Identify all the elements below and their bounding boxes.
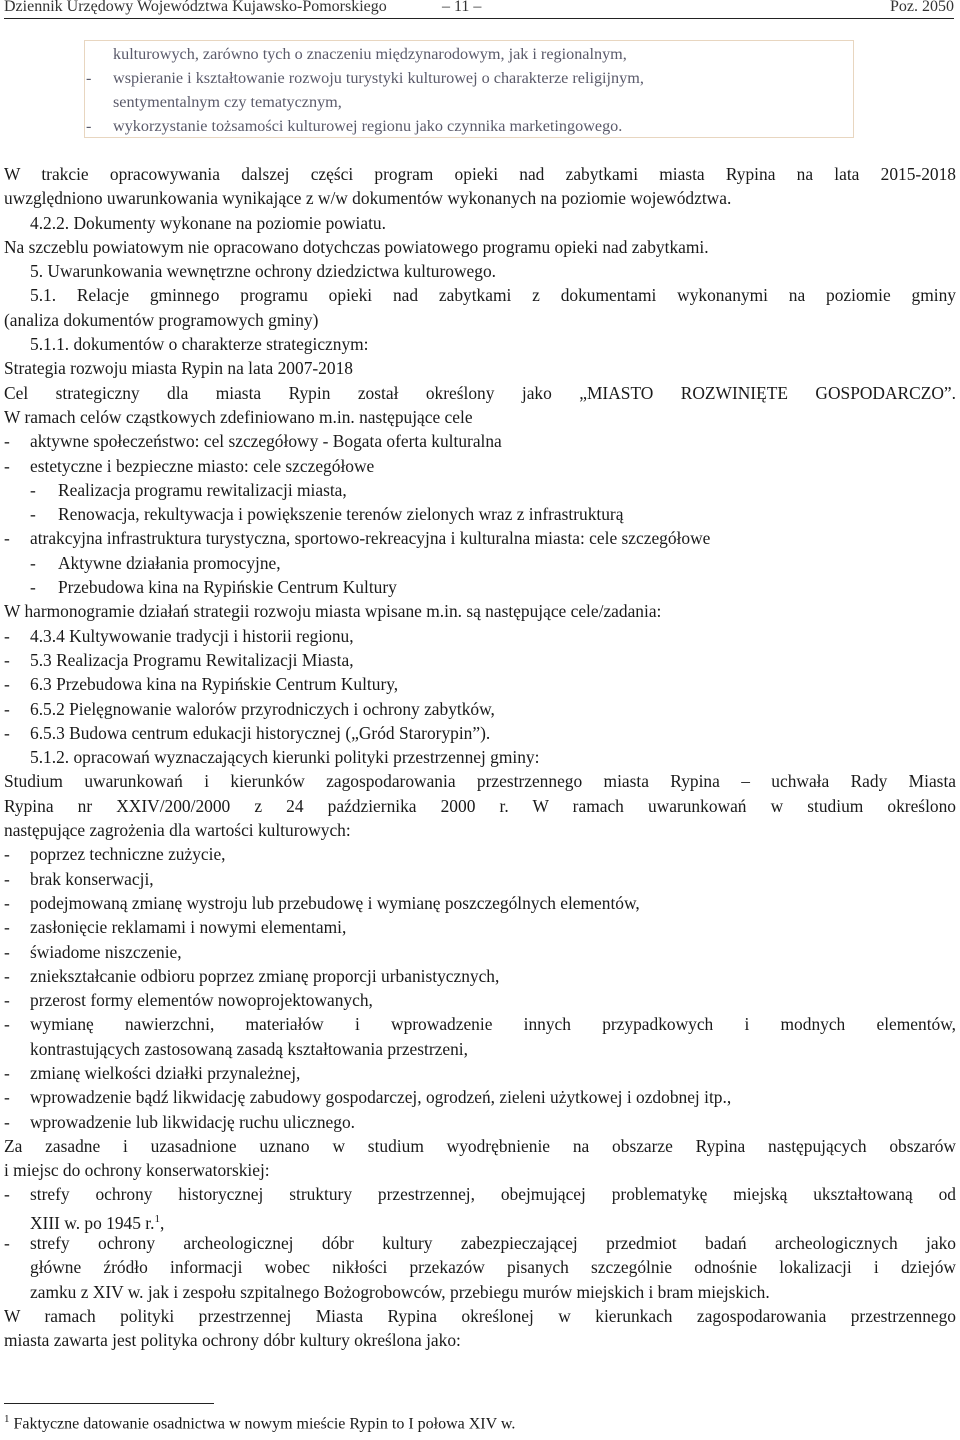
list-dash: - — [4, 625, 10, 646]
paragraph-line: W ramach polityki przestrzennej Miasta Rypina określonej w kierunkach zagospodarowania przestrzennego — [4, 1305, 956, 1326]
list-dash: - — [4, 1014, 10, 1035]
section-heading: 5.1.1. dokumentów o charakterze strategicznym: — [30, 334, 369, 355]
list-item: - brak konserwacji, — [4, 867, 956, 891]
list-dash: - — [86, 117, 92, 135]
list-dash: - — [86, 69, 92, 87]
page-number: – 11 – — [442, 0, 482, 15]
section-heading: 4.2.2. Dokumenty wykonane na poziomie powiatu. — [30, 212, 386, 233]
sub-list-item: - Realizacja programu rewitalizacji miasta, — [4, 478, 956, 502]
list-item: - 6.3 Przebudowa kina na Rypińskie Centrum Kultury, — [4, 672, 956, 696]
footnote-mark: 1 — [4, 1413, 10, 1425]
list-item: - atrakcyjna infrastruktura turystyczna, sportowo-rekreacyjna i kulturalna miasta: cele szczegółowe — [4, 526, 956, 550]
document-body — [4, 162, 956, 1353]
paragraph-line: Cel strategiczny dla miasta Rypin został określony jako „MIASTO ROZWINIĘTE GOSPODARCZO”. — [4, 382, 956, 403]
paragraph-line: miasta zawarta jest polityka ochrony dóbr kultury określona jako: — [4, 1330, 461, 1351]
section-heading: 5.1. Relacje gminnego programu opieki nad zabytkami z dokumentami wykonanymi na poziomie gminy — [30, 285, 956, 306]
list-item: - wprowadzenie bądź likwidację zabudowy gospodarczej, ogrodzeń, zieleni użytkowej i ozdobnej itp., — [4, 1085, 956, 1109]
paragraph-line: W ramach celów cząstkowych zdefiniowano m.in. następujące cele — [4, 406, 473, 427]
paragraph-line: następujące zagrożenia dla wartości kulturowych: — [4, 820, 351, 841]
list-dash: - — [4, 892, 10, 913]
list-item: - 4.3.4 Kultywowanie tradycji i historii regionu, — [4, 624, 956, 648]
list-dash: - — [4, 1087, 10, 1108]
footnote-ref[interactable]: 1 — [154, 1212, 160, 1225]
box-item: wykorzystanie tożsamości kulturowej regionu jako czynnika marketingowego. — [113, 117, 623, 135]
footnote-separator — [4, 1403, 214, 1404]
list-dash: - — [4, 990, 10, 1011]
list-item-continued: kontrastujących zastosowaną zasadą kształtowania przestrzeni, — [30, 1038, 468, 1059]
section-heading: 5. Uwarunkowania wewnętrzne ochrony dziedzictwa kulturowego. — [30, 261, 496, 282]
list-item: - zasłonięcie reklamami i nowymi elementami, — [4, 915, 956, 939]
list-item: - wymianę nawierzchni, materiałów i wprowadzenie innych przypadkowych i modnych elementów, — [4, 1012, 956, 1036]
box-item: wspieranie i kształtowanie rozwoju turystyki kulturowej o charakterze religijnym, — [113, 69, 644, 87]
paragraph-line: uwzględniono uwarunkowania wynikające z w/w dokumentów wykonanych na poziomie województwa. — [4, 188, 732, 209]
paragraph-line: W harmonogramie działań strategii rozwoju miasta wpisane m.in. są następujące cele/zadania: — [4, 601, 662, 622]
list-dash: - — [4, 941, 10, 962]
list-item: - strefy ochrony archeologicznej dóbr kultury zabezpieczającej przedmiot badań archeologicznych jako — [4, 1231, 956, 1255]
paragraph-line: i miejsc do ochrony konserwatorskiej: — [4, 1160, 270, 1181]
list-item: - świadome niszczenie, — [4, 940, 956, 964]
footnote — [4, 1413, 515, 1433]
list-item-continued: główne źródło informacji wobec nikłości przekazów pisanych szczególnie odnośnie lokalizacji i dziejów — [30, 1257, 956, 1278]
footnote-text: Faktyczne datowanie osadnictwa w nowym mieście Rypin to I połowa XIV w. — [13, 1415, 516, 1433]
paragraph-line: Strategia rozwoju miasta Rypin na lata 2007-2018 — [4, 358, 353, 379]
list-dash: - — [4, 844, 10, 865]
paragraph-line: Rypina nr XXIV/200/2000 z 24 października 2000 r. W ramach uwarunkowań w studium określono — [4, 795, 956, 816]
list-item: - 6.5.2 Pielęgnowanie walorów przyrodniczych i ochrony zabytków, — [4, 697, 956, 721]
list-dash: - — [4, 1184, 10, 1205]
list-item: - podejmowaną zmianę wystroju lub przebudowę i wymianę poszczególnych elementów, — [4, 891, 956, 915]
box-line: kulturowych, zarówno tych o znaczeniu międzynarodowym, jak i regionalnym, — [113, 45, 627, 63]
list-dash: - — [4, 965, 10, 986]
list-dash: - — [4, 674, 10, 695]
list-dash: - — [30, 504, 36, 525]
list-item: - przerost formy elementów nowoprojektowanych, — [4, 988, 956, 1012]
list-item: - estetyczne i bezpieczne miasto: cele szczegółowe — [4, 454, 956, 478]
list-dash: - — [4, 1062, 10, 1083]
list-dash: - — [4, 649, 10, 670]
list-item: - zniekształcanie odbioru poprzez zmianę proporcji urbanistycznych, — [4, 964, 956, 988]
paragraph-line: Studium uwarunkowań i kierunków zagospodarowania przestrzennego miasta Rypina – uchwała Rady Miasta — [4, 771, 956, 792]
list-item: - poprzez techniczne zużycie, — [4, 842, 956, 866]
journal-title: Dziennik Urzędowy Województwa Kujawsko-Pomorskiego — [4, 0, 387, 15]
position-number: Poz. 2050 — [890, 0, 954, 15]
quoted-box — [84, 40, 854, 138]
list-item-continued: zamku z XIV w. jak i zespołu szpitalnego Bożogrobowców, przebiegu murów miejskich i bram miejskich. — [30, 1281, 770, 1302]
box-item-continued: sentymentalnym czy tematycznym, — [113, 93, 342, 111]
sub-list-item: - Renowacja, rekultywacja i powiększenie terenów zielonych wraz z infrastrukturą — [4, 502, 956, 526]
list-item: - strefy ochrony historycznej struktury przestrzennej, obejmującej problematykę miejską ukształtowaną od — [4, 1182, 956, 1206]
list-dash: - — [4, 1111, 10, 1132]
section-heading-continued: (analiza dokumentów programowych gminy) — [4, 309, 319, 330]
paragraph-line: Za zasadne i uzasadnione uznano w studium wyodrębnienie na obszarze Rypina następujących obszarów — [4, 1135, 956, 1156]
section-heading: 5.1.2. opracowań wyznaczających kierunki polityki przestrzennej gminy: — [30, 747, 540, 768]
list-dash: - — [30, 479, 36, 500]
list-item: - zmianę wielkości działki przynależnej, — [4, 1061, 956, 1085]
list-dash: - — [4, 455, 10, 476]
list-item-continued: XIII w. po 1945 r.$^1$, — [30, 1212, 165, 1233]
list-dash: - — [4, 698, 10, 719]
list-item: - wprowadzenie lub likwidację ruchu ulicznego. — [4, 1110, 956, 1134]
list-dash: - — [4, 868, 10, 889]
list-item: - aktywne społeczeństwo: cel szczegółowy - Bogata oferta kulturalna — [4, 429, 956, 453]
list-item: - 5.3 Realizacja Programu Rewitalizacji Miasta, — [4, 648, 956, 672]
page-header — [4, 0, 954, 19]
list-dash: - — [4, 722, 10, 743]
list-item: - 6.5.3 Budowa centrum edukacji historycznej („Gród Starorypin”). — [4, 721, 956, 745]
paragraph-line: Na szczeblu powiatowym nie opracowano dotychczas powiatowego programu opieki nad zabytkami. — [4, 236, 709, 257]
list-dash: - — [4, 1233, 10, 1254]
list-dash: - — [4, 917, 10, 938]
paragraph-line: W trakcie opracowywania dalszej części program opieki nad zabytkami miasta Rypina na lata 2015-2018 — [4, 164, 956, 184]
sub-list-item: - Przebudowa kina na Rypińskie Centrum Kultury — [4, 575, 956, 599]
sub-list-item: - Aktywne działania promocyjne, — [4, 551, 956, 575]
list-dash: - — [30, 552, 36, 573]
list-dash: - — [30, 577, 36, 598]
list-dash: - — [4, 431, 10, 452]
list-dash: - — [4, 528, 10, 549]
